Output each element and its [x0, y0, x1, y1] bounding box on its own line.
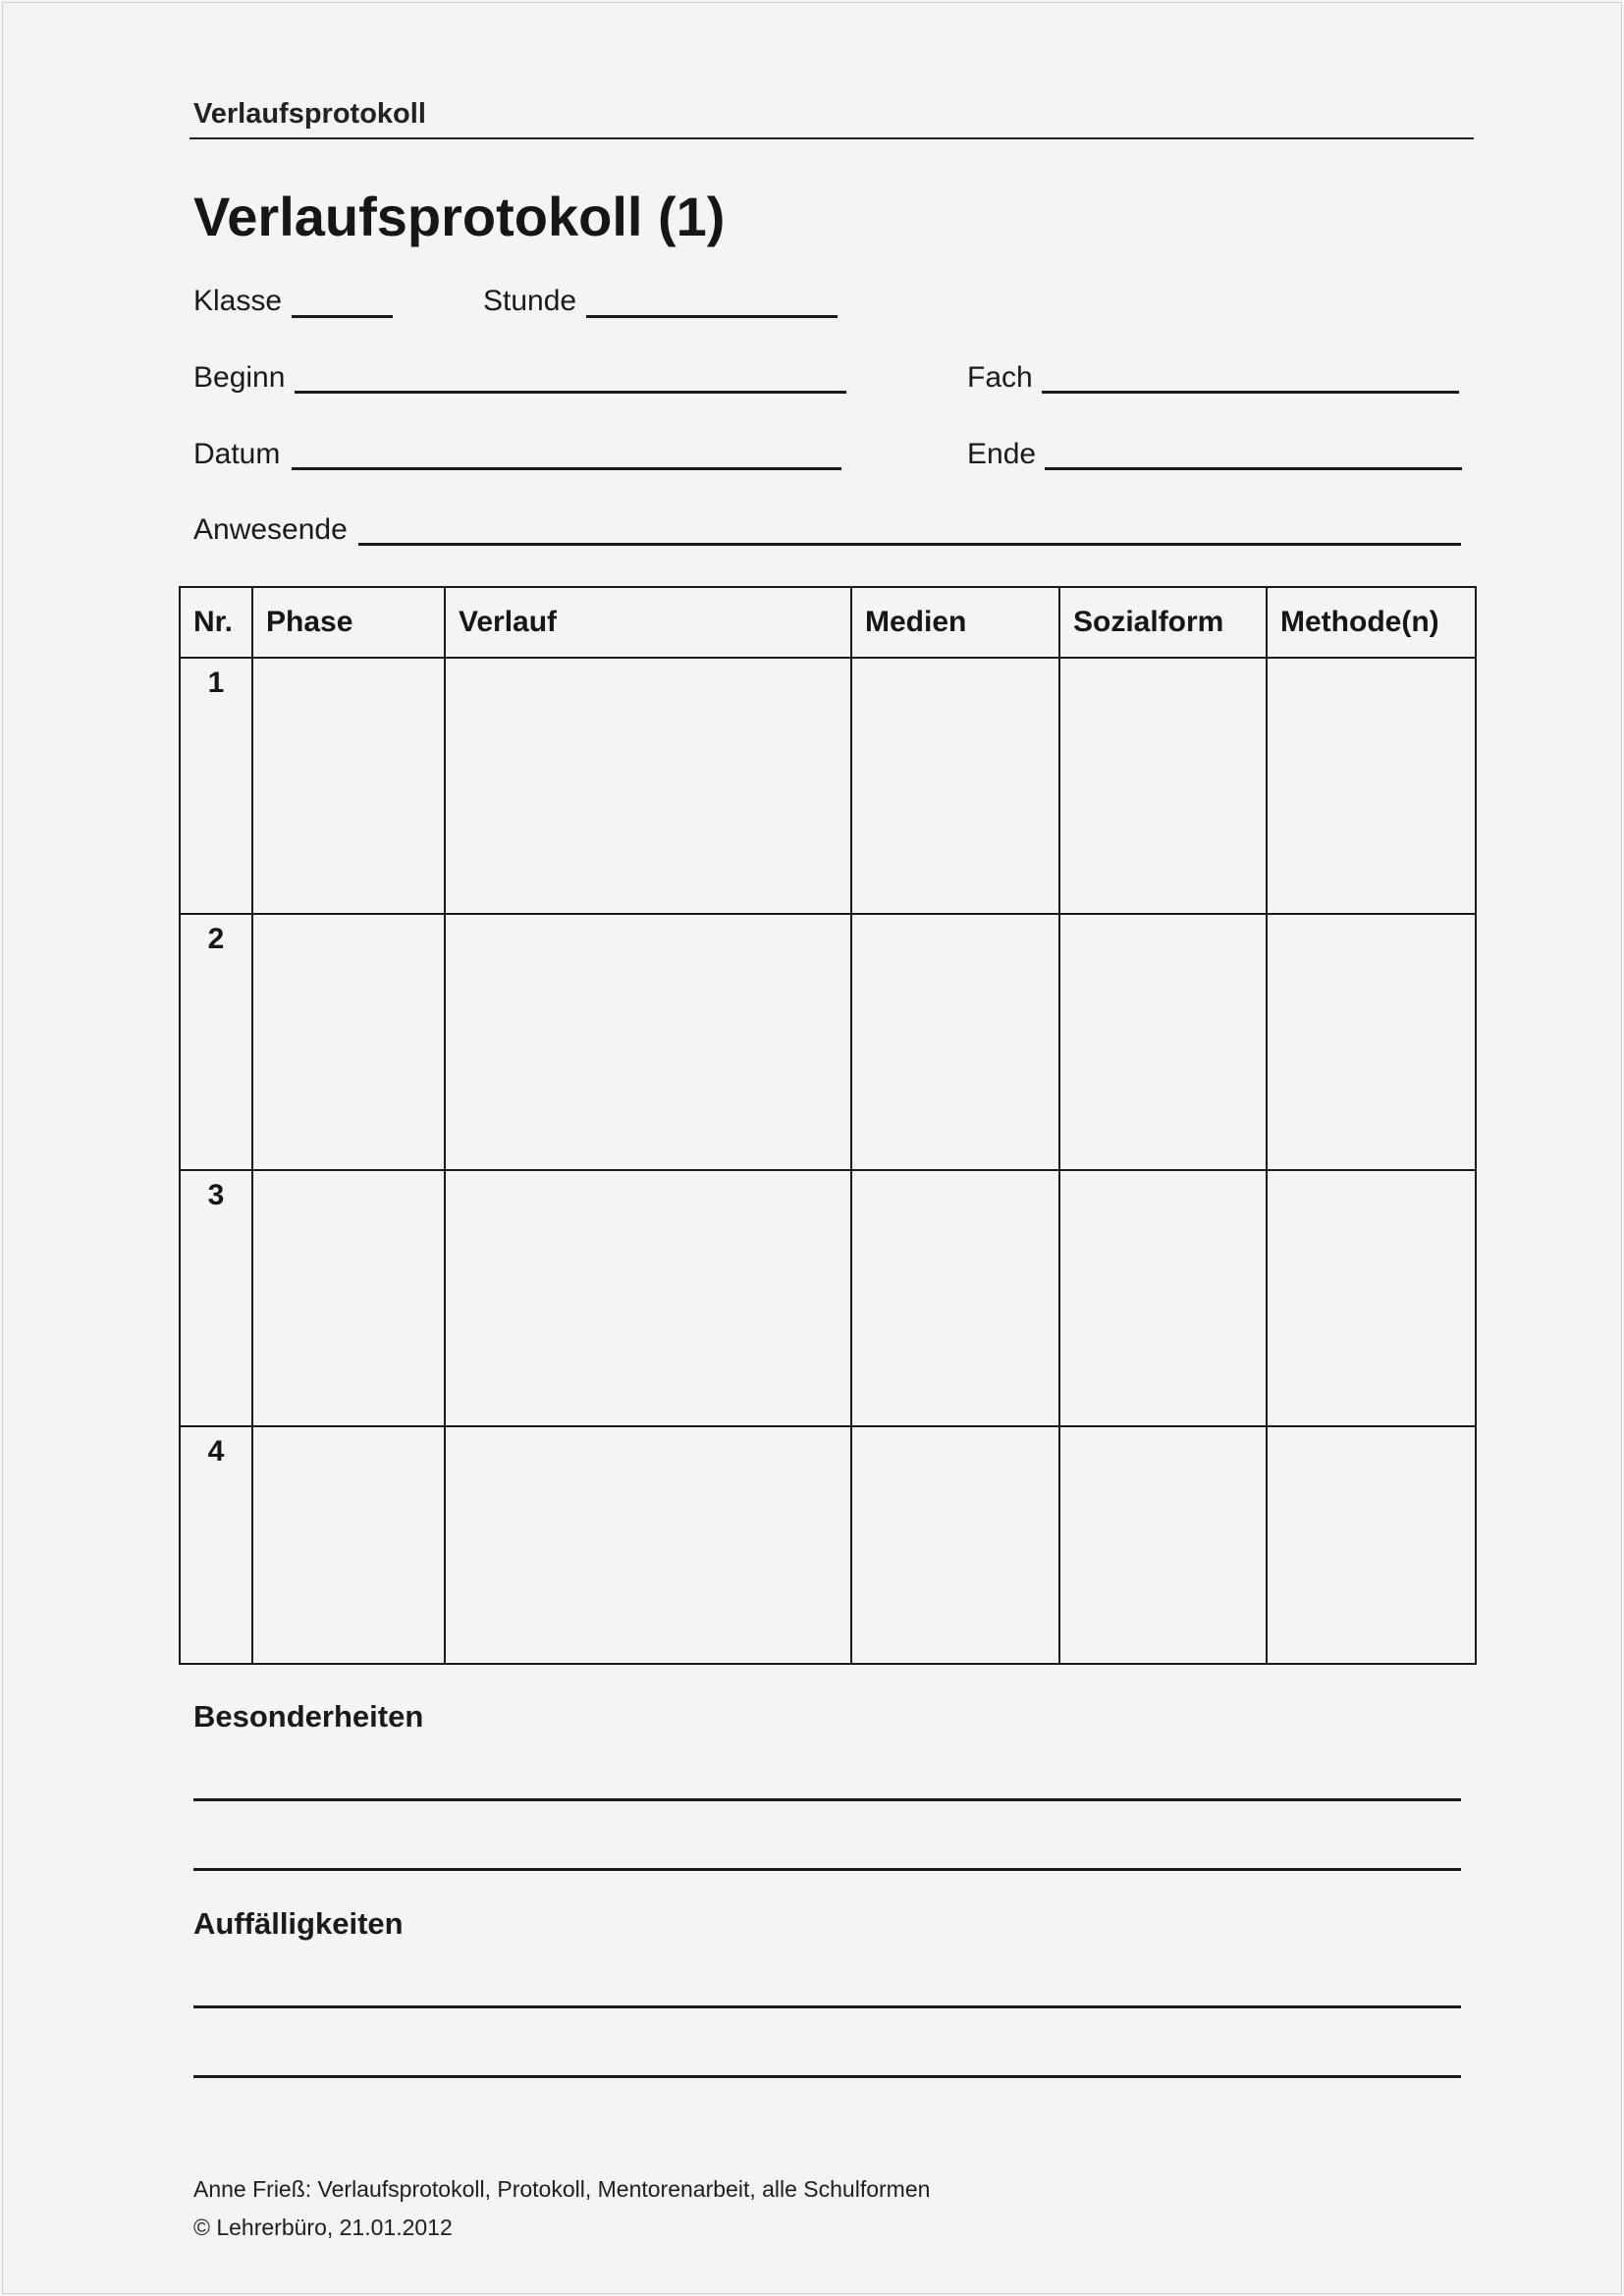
phase-cell[interactable]	[252, 1426, 445, 1664]
phase-cell[interactable]	[252, 1170, 445, 1426]
footer-attribution: Anne Frieß: Verlaufsprotokoll, Protokoll, Mentorenarbeit, alle Schulformen	[193, 2176, 931, 2202]
sozialform-cell[interactable]	[1059, 1170, 1267, 1426]
row-number: 4	[180, 1426, 252, 1664]
column-header-sozialform: Sozialform	[1059, 587, 1267, 658]
ende-field[interactable]	[1045, 467, 1462, 470]
verlauf-cell[interactable]	[445, 914, 851, 1170]
klasse-field[interactable]	[292, 315, 393, 318]
running-header-title: Verlaufsprotokoll	[193, 98, 426, 130]
row-number: 3	[180, 1170, 252, 1426]
table-row	[180, 1170, 1476, 1426]
medien-cell[interactable]	[851, 658, 1059, 914]
column-header-verlauf: Verlauf	[445, 587, 851, 658]
methoden-cell[interactable]	[1267, 1170, 1476, 1426]
phase-cell[interactable]	[252, 658, 445, 914]
phase-cell[interactable]	[252, 914, 445, 1170]
verlauf-cell[interactable]	[445, 658, 851, 914]
klasse-label: Klasse	[193, 285, 283, 317]
column-header-nr: Nr.	[180, 587, 252, 658]
table-row	[180, 914, 1476, 1170]
beginn-label: Beginn	[193, 361, 286, 394]
fach-field[interactable]	[1042, 391, 1459, 394]
verlauf-cell[interactable]	[445, 1426, 851, 1664]
beginn-field[interactable]	[295, 391, 846, 394]
column-header-phase: Phase	[252, 587, 445, 658]
medien-cell[interactable]	[851, 1170, 1059, 1426]
ende-label: Ende	[967, 438, 1037, 470]
methoden-cell[interactable]	[1267, 658, 1476, 914]
datum-label: Datum	[193, 438, 281, 470]
stunde-label: Stunde	[483, 285, 577, 317]
verlauf-cell[interactable]	[445, 1170, 851, 1426]
datum-field[interactable]	[292, 467, 841, 470]
medien-cell[interactable]	[851, 914, 1059, 1170]
protocol-table	[179, 586, 1477, 1665]
fach-label: Fach	[967, 361, 1033, 394]
sozialform-cell[interactable]	[1059, 914, 1267, 1170]
row-number: 2	[180, 914, 252, 1170]
page-title: Verlaufsprotokoll (1)	[193, 186, 726, 247]
besonderheiten-line-1[interactable]	[193, 1798, 1461, 1801]
auffaelligkeiten-heading: Auffälligkeiten	[193, 1906, 404, 1941]
column-header-medien: Medien	[851, 587, 1059, 658]
besonderheiten-heading: Besonderheiten	[193, 1699, 424, 1734]
anwesende-field[interactable]	[358, 543, 1461, 546]
methoden-cell[interactable]	[1267, 1426, 1476, 1664]
methoden-cell[interactable]	[1267, 914, 1476, 1170]
anwesende-label: Anwesende	[193, 513, 348, 546]
auffaelligkeiten-line-2[interactable]	[193, 2075, 1461, 2078]
table-row	[180, 658, 1476, 914]
sozialform-cell[interactable]	[1059, 1426, 1267, 1664]
sozialform-cell[interactable]	[1059, 658, 1267, 914]
auffaelligkeiten-line-1[interactable]	[193, 2005, 1461, 2008]
header-rule	[189, 137, 1474, 139]
row-number: 1	[180, 658, 252, 914]
stunde-field[interactable]	[586, 315, 838, 318]
besonderheiten-line-2[interactable]	[193, 1868, 1461, 1871]
column-header-methoden: Methode(n)	[1267, 587, 1476, 658]
medien-cell[interactable]	[851, 1426, 1059, 1664]
footer-copyright: © Lehrerbüro, 21.01.2012	[193, 2215, 453, 2240]
table-header-row	[180, 587, 1476, 658]
table-row	[180, 1426, 1476, 1664]
